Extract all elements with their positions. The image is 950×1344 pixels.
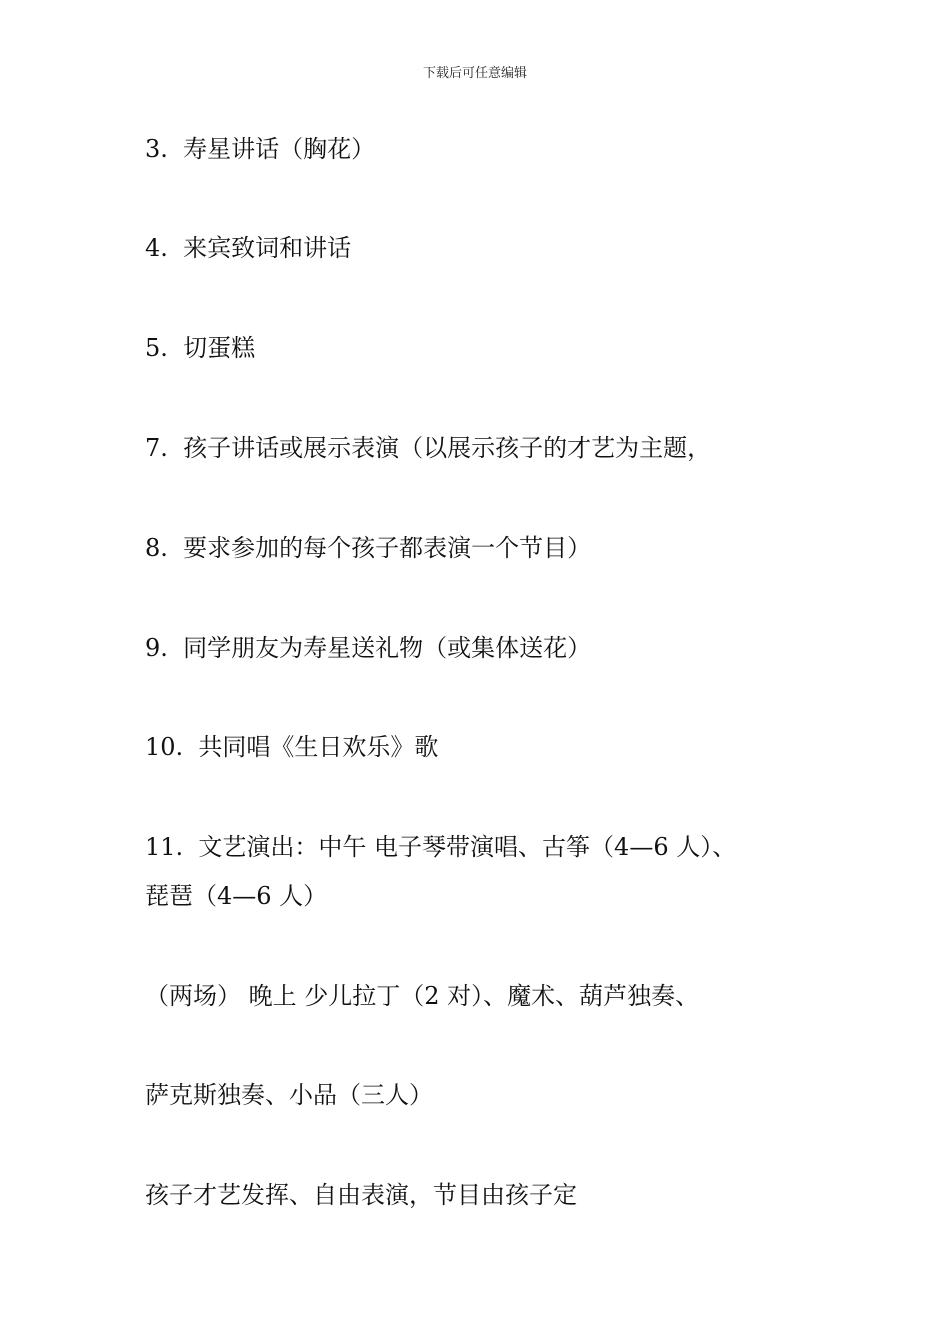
performance-line-evening: （两场） 晚上 少儿拉丁（2 对）、魔术、葫芦独奏、	[145, 982, 700, 1010]
page-header: 下载后可任意编辑	[422, 66, 527, 81]
agenda-item-8: 8. 要求参加的每个孩子都表演一个节目）	[145, 534, 592, 562]
performance-line-sax: 萨克斯独奏、小品（三人）	[145, 1081, 433, 1109]
agenda-item-10: 10. 共同唱《生日欢乐》歌	[145, 733, 439, 761]
agenda-item-11: 11. 文艺演出：中午 电子琴带演唱、古筝（4—6 人）、	[145, 833, 737, 861]
agenda-item-3: 3. 寿星讲话（胸花）	[145, 135, 376, 163]
agenda-item-9: 9. 同学朋友为寿星送礼物（或集体送花）	[145, 634, 592, 662]
performance-line-free: 孩子才艺发挥、自由表演，节目由孩子定	[145, 1181, 577, 1209]
agenda-item-7: 7. 孩子讲话或展示表演（以展示孩子的才艺为主题，	[145, 434, 712, 462]
agenda-item-5: 5. 切蛋糕	[145, 334, 256, 362]
agenda-item-11-continued: 琵琶（4—6 人）	[145, 882, 328, 910]
agenda-item-4: 4. 来宾致词和讲话	[145, 234, 352, 262]
